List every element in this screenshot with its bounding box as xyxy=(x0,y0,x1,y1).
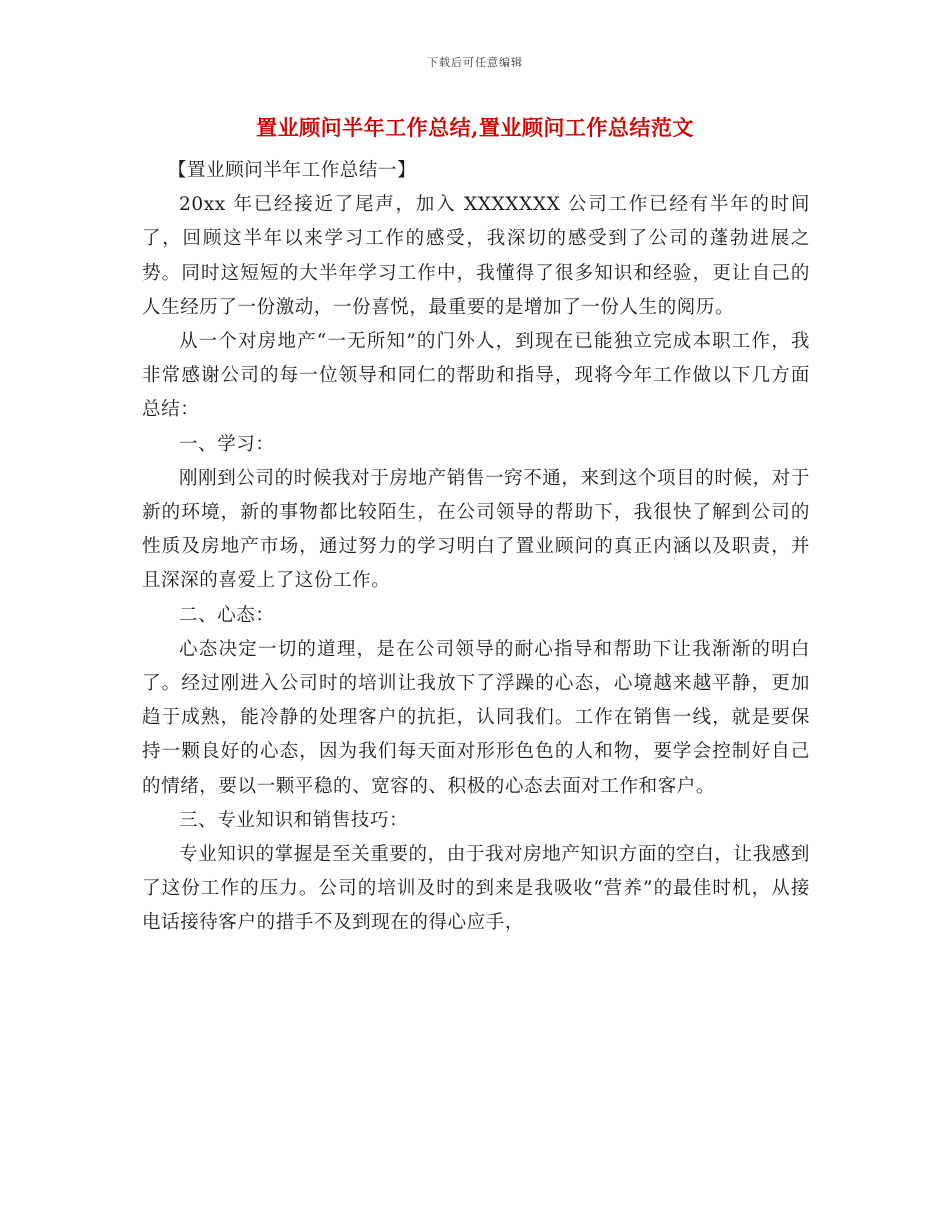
section-heading: 一、学习： xyxy=(179,433,275,455)
paragraph: 从一个对房地产“一无所知”的门外人，到现在已能独立完成本职工作，我非常感谢公司的每一位领导和同仁的帮助和指导，现将今年工作做以下几方面总结： xyxy=(142,331,810,421)
document-body xyxy=(142,154,810,941)
paragraph: 20xx 年已经接近了尾声，加入 XXXXXXX 公司工作已经有半年的时间了，回顾这半年以来学习工作的感受，我深切的感受到了公司的蓬勃进展之势。同时这短短的大半年学习工作中，我懂得了很多知识和经验，更让自己的人生经历了一份激动，一份喜悦，最重要的是增加了一份人生的阅历。 xyxy=(142,194,810,318)
header-note: 下载后可任意编辑 xyxy=(427,56,523,69)
section-heading: 二、心态： xyxy=(179,604,275,626)
document-title: 置业顾问半年工作总结,置业顾问工作总结范文 xyxy=(256,115,694,140)
paragraph: 专业知识的掌握是至关重要的，由于我对房地产知识方面的空白，让我感到了这份工作的压力。公司的培训及时的到来是我吸收“营养”的最佳时机，从接电话接待客户的措手不及到现在的得心应手， xyxy=(142,844,810,934)
section-heading: 三、专业知识和销售技巧： xyxy=(179,809,409,831)
paragraph: 心态决定一切的道理，是在公司领导的耐心指导和帮助下让我渐渐的明白了。经过刚进入公司时的培训让我放下了浮躁的心态，心境越来越平静，更加趋于成熟，能冷静的处理客户的抗拒，认同我们。工作在销售一线，就是要保持一颗良好的心态，因为我们每天面对形形色色的人和物，要学会控制好自己的情绪，要以一颗平稳的、宽容的、积极的心态去面对工作和客户。 xyxy=(142,638,810,797)
document-subtitle: 【置业顾问半年工作总结一】 xyxy=(167,160,417,181)
paragraph: 刚刚到公司的时候我对于房地产销售一窍不通，来到这个项目的时候，对于新的环境，新的事物都比较陌生，在公司领导的帮助下，我很快了解到公司的性质及房地产市场，通过努力的学习明白了置业顾问的真正内涵以及职责，并且深深的喜爱上了这份工作。 xyxy=(142,467,810,592)
